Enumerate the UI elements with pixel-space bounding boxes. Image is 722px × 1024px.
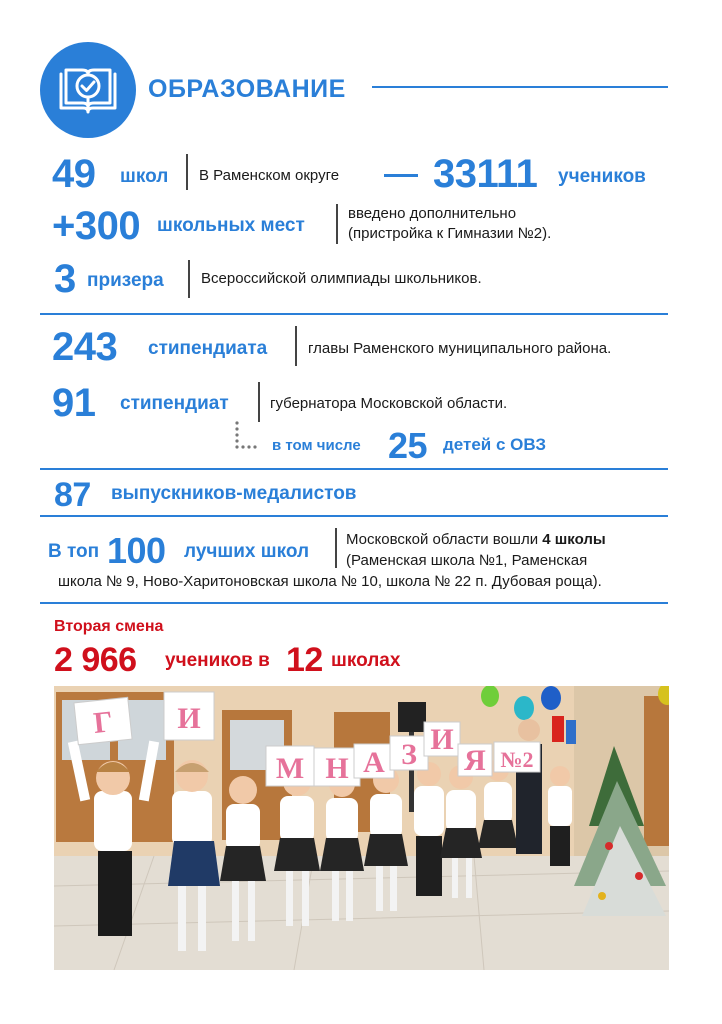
top100-unit: лучших школ [184, 541, 310, 562]
divider [258, 382, 260, 422]
medalists-unit: выпускников-медалистов [111, 483, 357, 504]
places-unit: школьных мест [157, 215, 305, 236]
dash-divider [384, 174, 418, 177]
children-photo [54, 686, 669, 970]
schools-count: 49 [52, 152, 96, 196]
letter-card-8: Я [464, 744, 486, 777]
top100-line2: (Раменская школа №1, Раменская [346, 552, 588, 569]
schools-unit: школ [120, 166, 169, 187]
winners-unit: призера [87, 270, 164, 291]
second-shift-unit: учеников в [165, 650, 270, 671]
top100-line1-text: Московской области вошли [346, 531, 543, 548]
including-label: в том числе [272, 437, 361, 454]
letter-card-1: Г [91, 705, 115, 740]
scholars-head-text: главы Раменского муниципального района. [308, 340, 612, 357]
education-badge [40, 42, 136, 138]
top100-line1 [346, 530, 606, 550]
section-rule [40, 602, 668, 604]
ovz-text: детей с ОВЗ [443, 435, 547, 454]
ovz-count: 25 [388, 425, 428, 466]
top100-line3: школа № 9, Ново-Харитоновская школа № 10, школа № 22 п. Дубовая роща). [58, 573, 602, 590]
places-count: +300 [52, 204, 141, 248]
letter-card-9: №2 [500, 747, 534, 772]
scholars-head-unit: стипендиата [148, 338, 268, 359]
scholars-gov-count: 91 [52, 381, 96, 425]
divider [295, 326, 297, 366]
book-check-icon [57, 62, 119, 118]
winners-text: Всероссийской олимпиады школьников. [201, 270, 482, 287]
letter-card-6: З [401, 738, 417, 771]
second-shift-unit2: школах [331, 650, 401, 671]
section-rule [40, 515, 668, 517]
letter-card-5: А [363, 746, 385, 779]
scholars-head-count: 243 [52, 325, 118, 369]
section-rule [40, 468, 668, 470]
divider [335, 528, 337, 568]
schools-text: В Раменском округе [199, 167, 340, 184]
scholars-gov-text: губернатора Московской области. [270, 395, 508, 412]
letter-card-7: И [430, 723, 454, 756]
section-rule [40, 313, 668, 315]
scholars-gov-unit: стипендиат [120, 393, 229, 414]
top100-count-bold: 4 школы [542, 531, 606, 548]
divider [336, 204, 338, 244]
header-rule [372, 86, 668, 88]
students-unit: учеников [558, 166, 646, 187]
students-count: 33111 [433, 152, 538, 196]
photo-scene [54, 686, 669, 970]
dotted-connector [232, 420, 268, 450]
letter-card-3: М [275, 752, 305, 785]
second-shift-label: Вторая смена [54, 618, 164, 635]
letter-card-4: Н [325, 752, 349, 785]
divider [186, 154, 188, 190]
places-text-2: (пристройка к Гимназии №2). [348, 225, 552, 242]
divider [188, 260, 190, 298]
second-shift-schools: 12 [286, 641, 323, 679]
winners-count: 3 [54, 257, 76, 301]
top100-value: 100 [107, 530, 166, 571]
section-title: ОБРАЗОВАНИЕ [148, 75, 346, 103]
places-text-1: введено дополнительно [348, 205, 517, 222]
letter-card-2: И [177, 702, 201, 735]
top100-prefix: В топ [48, 541, 100, 562]
medalists-count: 87 [54, 476, 91, 514]
second-shift-count: 2 966 [54, 641, 137, 679]
